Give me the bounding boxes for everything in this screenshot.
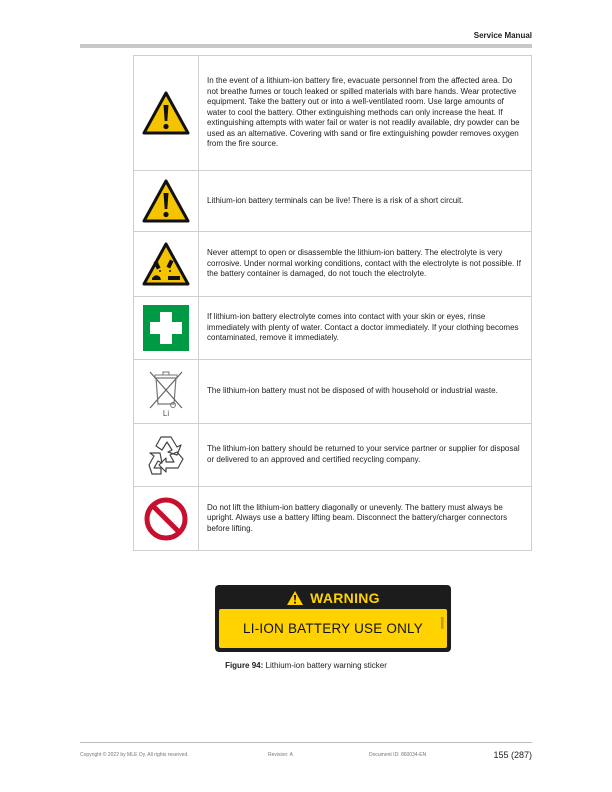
- sticker-code: 800000: [440, 617, 444, 629]
- caption-text: Lithium-ion battery warning sticker: [265, 661, 387, 670]
- row-text: Never attempt to open or disassemble the lithium-ion battery. The electrolyte is very corrosive. Under normal working conditions, contact with the electrolyte is not possible. If the battery container is damaged, do not touch the electrolyte.: [207, 248, 521, 279]
- table-row: [133, 424, 532, 487]
- warning-sticker: [215, 585, 451, 652]
- figure-caption: [0, 661, 612, 670]
- table-row: [133, 297, 532, 360]
- row-text: Lithium-ion battery terminals can be live! There is a risk of a short circuit.: [207, 195, 464, 205]
- header-title: Service Manual: [473, 31, 532, 40]
- crossed-bin-icon: [144, 366, 188, 418]
- safety-table: [133, 55, 532, 551]
- footer-revision: Revision: A: [268, 752, 294, 758]
- row-text: Do not lift the lithium-ion battery diagonally or unevenly. The battery must always be upright. Always use a battery lifting beam. Disconnect the battery/charger connectors before lifting.: [207, 502, 508, 533]
- table-row: [133, 56, 532, 171]
- warning-triangle-icon: [142, 179, 190, 223]
- recycle-icon: [143, 432, 189, 478]
- footer-copyright: Copyright © 2022 by MLE Oy. All rights reserved.: [80, 752, 189, 758]
- row-text: If lithium-ion battery electrolyte comes into contact with your skin or eyes, rinse immediately with plenty of water. Contact a doctor immediately. If your clothing becomes contaminated, remove it immediately.: [207, 312, 519, 343]
- first-aid-icon: [143, 305, 189, 351]
- warning-triangle-icon: [286, 590, 304, 606]
- row-text: In the event of a lithium-ion battery fire, evacuate personnel from the affected area. Do not breathe fumes or touch leaked or spilled materials with bare hands. Wear protective equipment. Take the battery out or into a well-ventilated room. Use large amounts of water to cool the battery. Other extinguishing methods can only increase the heat. If extinguishing attempts with water fail or water is not readily available, dry powder can be used as an alternative. Covering with sand or fire extinguishing powder removes oxygen from the fire source.: [207, 75, 520, 149]
- warning-triangle-icon: [142, 91, 190, 135]
- table-row: [133, 171, 532, 232]
- bin-label: Li: [162, 408, 170, 418]
- sticker-text: LI-ION BATTERY USE ONLY: [243, 621, 423, 636]
- sticker-body: [219, 609, 447, 648]
- table-row: [133, 232, 532, 297]
- corrosive-icon: [142, 242, 190, 286]
- prohibition-icon: [143, 496, 189, 542]
- page-number: 155 (287): [493, 750, 532, 760]
- table-row: [133, 487, 532, 551]
- header-rule: [80, 44, 532, 48]
- row-text: The lithium-ion battery must not be disposed of with household or industrial waste.: [207, 386, 498, 396]
- table-row: [133, 360, 532, 424]
- footer-rule: [80, 742, 532, 743]
- sticker-title: WARNING: [310, 589, 380, 606]
- footer-document-id: Document ID: 860034-EN: [369, 752, 427, 758]
- caption-label: Figure 94:: [225, 661, 264, 670]
- row-text: The lithium-ion battery should be returned to your service partner or supplier for disposal or delivered to an approved and certified recycling company.: [207, 444, 520, 464]
